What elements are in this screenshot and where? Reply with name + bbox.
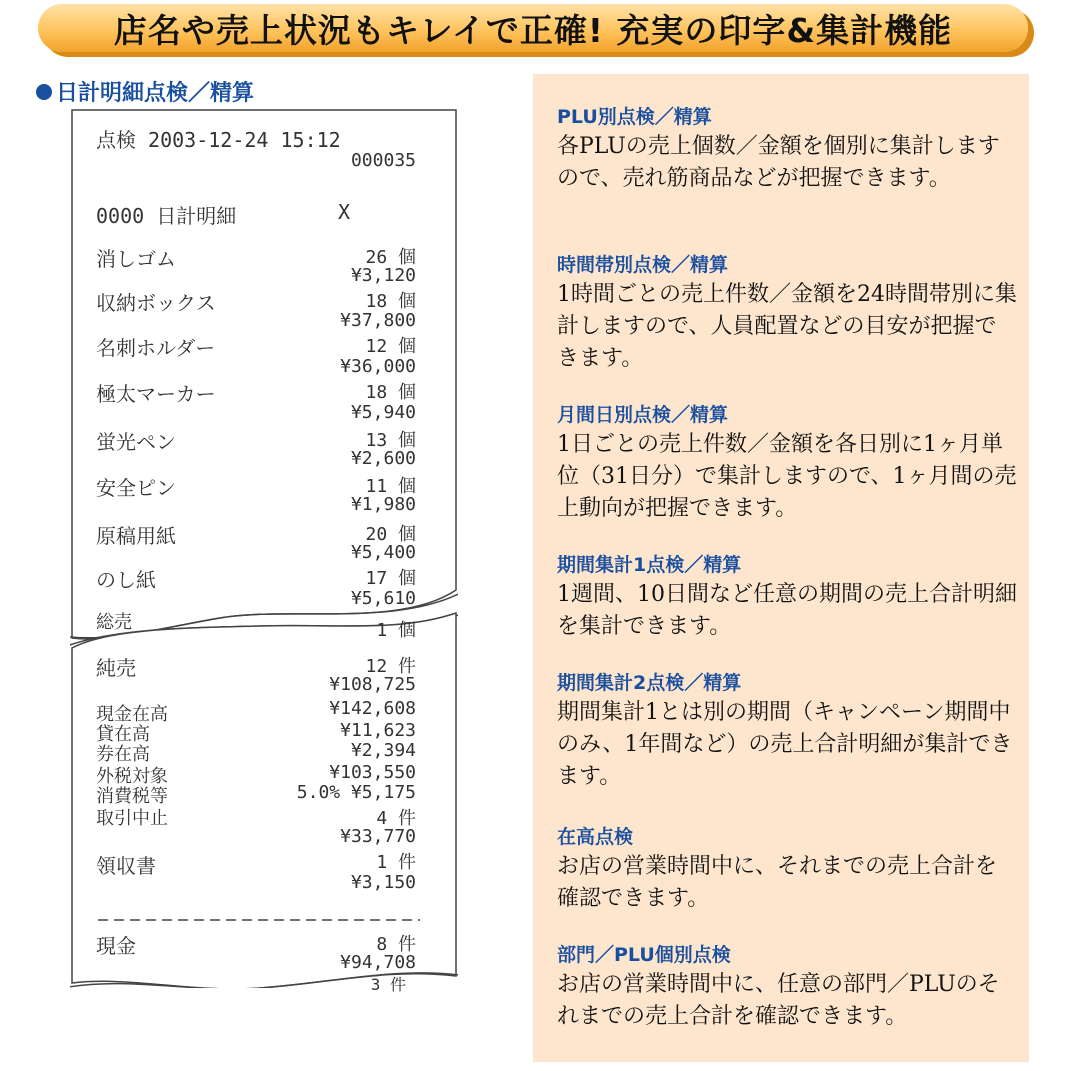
receipt-item-label: 蛍光ペン: [96, 430, 176, 454]
receipt-receipt-amount: ¥3,150: [350, 872, 416, 893]
feature-item: [557, 550, 1017, 643]
receipt-total-label: 取引中止: [96, 808, 168, 829]
feature-body: お店の営業時間中に、任意の部門／PLUのそれまでの売上合計を確認できます。: [557, 972, 1000, 1029]
receipt-item-label: 収納ボックス: [96, 291, 216, 315]
receipt-item-qty: 11 個: [365, 476, 416, 497]
feature-title: 月間日別点検／精算: [557, 404, 729, 426]
feature-body: 1週間、10日間など任意の期間の売上合計明細を集計できます。: [557, 582, 1017, 639]
receipt-receipt-label: 領収書: [96, 854, 156, 878]
receipt-total-label: 外税対象: [96, 766, 168, 787]
feature-item: [557, 822, 1017, 915]
receipt-cut-label: 総売: [96, 612, 132, 633]
receipt-total-label: 現金在高: [96, 704, 168, 725]
receipt-net-amount: ¥108,725: [329, 674, 416, 695]
feature-title: PLU別点検／精算: [557, 106, 712, 128]
feature-item: [557, 102, 1017, 195]
receipt-item-qty: 13 個: [365, 430, 416, 451]
receipt-item-label: 安全ピン: [96, 476, 176, 500]
title-banner: [38, 4, 1028, 52]
feature-item: [557, 400, 1017, 525]
receipt-item-label: のし紙: [96, 568, 156, 592]
receipt-total-value: ¥11,623: [340, 720, 416, 741]
feature-body: 1時間ごとの売上件数／金額を24時間帯別に集計しますので、人員配置などの目安が把握できます。: [557, 282, 1017, 371]
receipt-item-label: 極太マーカー: [96, 382, 216, 406]
receipt-cash-amount: ¥94,708: [340, 952, 416, 973]
receipt-total-label: 消費税等: [96, 786, 168, 807]
receipt-item-amount: ¥3,120: [350, 265, 416, 286]
feature-body: 各PLUの売上個数／金額を個別に集計しますので、売れ筋商品などが把握できます。: [557, 134, 1000, 191]
receipt-total-value: 4 件: [376, 808, 416, 829]
banner-title: 店名や売上状況もキレイで正確! 充実の印字&集計機能: [113, 10, 953, 50]
feature-panel: [533, 74, 1029, 1062]
receipt-cancel-amount: ¥33,770: [340, 826, 416, 847]
receipt-item-qty: 12 個: [365, 336, 416, 357]
feature-title: 期間集計1点検／精算: [557, 554, 742, 576]
feature-item: [557, 668, 1017, 793]
feature-item: [557, 940, 1017, 1033]
receipt-cash-qty: 8 件: [376, 934, 416, 955]
receipt-item-qty: 18 個: [365, 382, 416, 403]
receipt-total-value: 5.0% ¥5,175: [296, 782, 416, 803]
receipt-doc-mark: X: [338, 200, 351, 224]
receipt-receipt-qty: 1 件: [376, 852, 416, 873]
receipt-total-value: ¥142,608: [329, 698, 416, 719]
receipt-item-amount: ¥5,610: [350, 588, 416, 609]
receipt-item-qty: 18 個: [365, 291, 416, 312]
feature-body: 1日ごとの売上件数／金額を各日別に1ヶ月単位（31日分）で集計しますので、1ヶ月間の売上動向が把握できます。: [557, 432, 1017, 521]
receipt-item-amount: ¥1,980: [350, 494, 416, 515]
receipt-item-amount: ¥36,000: [340, 356, 416, 377]
receipt-net-label: 純売: [96, 656, 136, 680]
receipt-total-label: 券在高: [96, 744, 150, 765]
receipt-net-qty: 12 件: [365, 656, 416, 677]
receipt-number: 000035: [350, 150, 416, 171]
feature-title: 期間集計2点検／精算: [557, 672, 742, 694]
receipt-item-qty: 26 個: [365, 247, 416, 268]
receipt-item-label: 原稿用紙: [96, 524, 176, 548]
section-heading-text: 日計明細点検／精算: [56, 81, 255, 106]
receipt-total-label: 貸在高: [96, 724, 150, 745]
receipt-total-value: ¥103,550: [329, 762, 416, 783]
receipt-item-amount: ¥5,940: [350, 402, 416, 423]
receipt-item-label: 消しゴム: [96, 247, 176, 271]
receipt-item-qty: 17 個: [365, 568, 416, 589]
receipt-item-amount: ¥37,800: [340, 310, 416, 331]
feature-title: 部門／PLU個別点検: [557, 944, 731, 966]
receipt-item-qty: 20 個: [365, 524, 416, 545]
section-heading: [36, 76, 254, 107]
feature-title: 在高点検: [557, 826, 634, 848]
feature-title: 時間帯別点検／精算: [557, 254, 729, 276]
bullet-dot-icon: [36, 84, 52, 100]
feature-body: お店の営業時間中に、それまでの売上合計を確認できます。: [557, 854, 998, 911]
receipt-cut-qty: 1 個: [376, 620, 416, 641]
receipt-header-datetime: 点検 2003-12-24 15:12: [96, 128, 341, 152]
receipt-item-amount: ¥2,600: [350, 448, 416, 469]
receipt-total-value: ¥2,394: [350, 740, 416, 761]
receipt-item-amount: ¥5,400: [350, 542, 416, 563]
receipt-item-label: 名刺ホルダー: [96, 336, 216, 360]
receipt-printout: [70, 108, 458, 994]
receipt-tail-qty: 3 件: [370, 975, 406, 994]
feature-body: 期間集計1とは別の期間（キャンペーン期間中のみ、1年間など）の売上合計明細が集計できます。: [557, 700, 1013, 789]
receipt-cash-label: 現金: [96, 934, 136, 958]
feature-item: [557, 250, 1017, 375]
receipt-doc-title: 0000 日計明細: [96, 204, 237, 228]
